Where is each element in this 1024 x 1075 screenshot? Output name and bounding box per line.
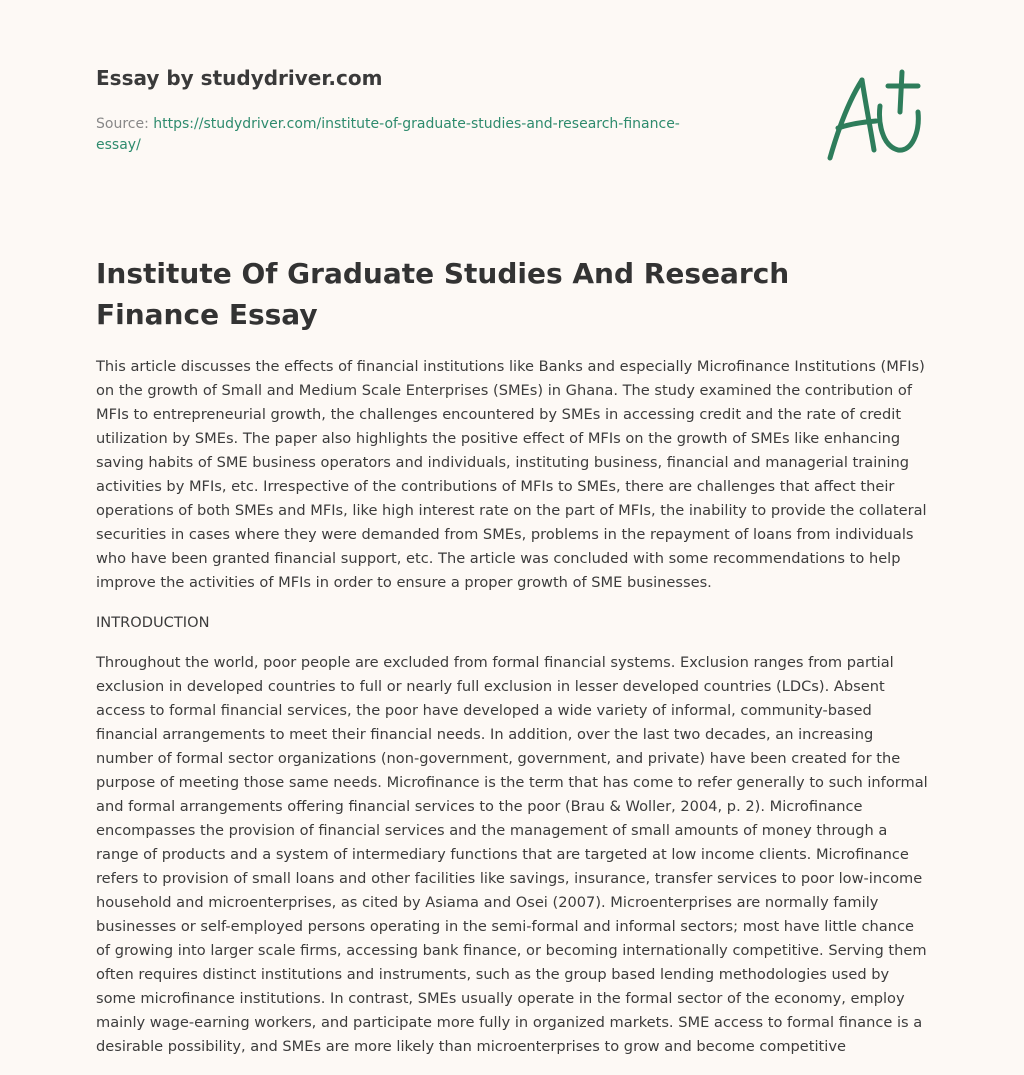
source-link-line2: essay/: [96, 137, 141, 153]
abstract-paragraph: This article discusses the effects of financial institutions like Banks and especially Microfinance Institutions (MFIs) on the growth of Small and Medium Scale Enterprises (SMEs) in Ghana. The study examined the contribution of MFIs to entrepreneurial growth, the challenges encountered by SMEs in accessing credit and the rate of credit utilization by SMEs. The paper also highlights the positive effect of MFIs on the growth of SMEs like enhancing saving habits of SME business operators and individuals, instituting business, financial and managerial training activities by MFIs, etc. Irrespective of the contributions of MFIs to SMEs, there are challenges that affect their operations of both SMEs and MFIs, like high interest rate on the part of MFIs, the inability to provide the collateral securities in cases where they were demanded from SMEs, problems in the repayment of loans from individuals who have been granted financial support, etc. The article was concluded with some recommendations to help improve the activities of MFIs in order to ensure a proper growth of SME businesses.: [96, 358, 927, 591]
site-header: [96, 64, 736, 156]
essay-content: [96, 355, 930, 1075]
source-link[interactable]: [96, 116, 680, 153]
a-plus-logo-icon: [818, 66, 930, 166]
introduction-paragraph: Throughout the world, poor people are excluded from formal financial systems. Exclusion ranges from partial exclusion in developed countries to full or nearly full exclusion in lesser developed countries (LDCs). Absent access to formal financial services, the poor have developed a wide variety of informal, community-based financial arrangements to meet their financial needs. In addition, over the last two decades, an increasing number of formal sector organizations (non-government, government, and private) have been created for the purpose of meeting those same needs. Microfinance is the term that has come to refer generally to such informal and formal arrangements offering financial services to the poor (Brau & Woller, 2004, p. 2). Microfinance encompasses the provision of financial services and the management of small amounts of money through a range of products and a system of intermediary functions that are targeted at low income clients. Microfinance refers to provision of small loans and other facilities like savings, insurance, transfer services to poor low-income household and microenterprises, as cited by Asiama and Osei (2007). Microenterprises are normally family businesses or self-employed persons operating in the semi-formal and informal sectors; most have little chance of growing into larger scale firms, accessing bank finance, or becoming internationally competitive. Serving them often requires distinct institutions and instruments, such as the group based lending methodologies used by some microfinance institutions. In contrast, SMEs usually operate in the formal sector of the economy, employ mainly wage-earning workers, and participate more fully in organized markets. SME access to formal finance is a desirable possibility, and SMEs are more likely than microenterprises to grow and become competitive: [96, 654, 928, 1055]
document-title: Institute Of Graduate Studies And Research Finance Essay: [96, 257, 790, 331]
source-label: Source:: [96, 116, 149, 132]
source-line: [96, 114, 736, 156]
section-heading: INTRODUCTION: [96, 614, 210, 631]
site-title: Essay by studydriver.com: [96, 66, 383, 90]
source-link-line1: https://studydriver.com/institute-of-graduate-studies-and-research-finance-: [153, 116, 680, 132]
